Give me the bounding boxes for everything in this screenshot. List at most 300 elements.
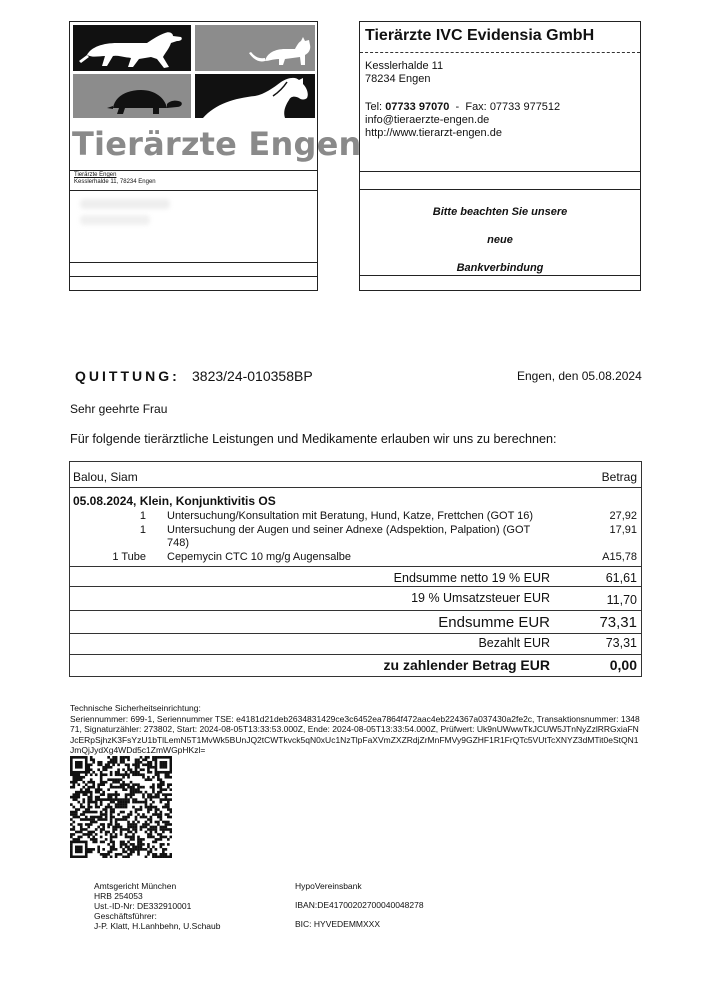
item-desc: Cepemycin CTC 10 mg/g Augensalbe: [167, 551, 352, 563]
qr-module: [85, 811, 88, 814]
qr-module: [140, 786, 143, 789]
qr-module: [140, 826, 143, 829]
qr-module: [160, 826, 163, 829]
qr-module: [105, 856, 108, 858]
qr-module: [105, 818, 108, 821]
qr-module: [105, 768, 108, 771]
footer-legal: [94, 881, 220, 931]
qr-module: [75, 813, 78, 816]
qr-module: [170, 768, 172, 771]
qr-module: [92, 801, 95, 804]
qr-module: [170, 828, 172, 831]
qr-module: [75, 851, 78, 854]
qr-module: [72, 833, 75, 836]
qr-module: [115, 833, 118, 836]
qr-module: [122, 758, 125, 761]
qr-module: [117, 763, 120, 766]
qr-module: [107, 766, 110, 769]
recipient-address-line: [69, 263, 318, 277]
qr-module: [160, 761, 163, 764]
qr-module: [92, 783, 95, 786]
qr-module: [137, 853, 140, 856]
qr-module: [127, 793, 130, 796]
qr-module: [165, 788, 168, 791]
qr-module: [157, 821, 160, 824]
qr-module: [75, 816, 78, 819]
qr-module: [92, 781, 95, 784]
qr-module: [77, 776, 80, 779]
qr-module: [167, 786, 170, 789]
qr-module: [107, 853, 110, 856]
qr-module: [85, 833, 88, 836]
qr-module: [147, 823, 150, 826]
net-total-value: 61,61: [605, 571, 637, 585]
qr-module: [85, 766, 88, 769]
qr-module: [70, 781, 73, 784]
qr-module: [135, 763, 138, 766]
qr-module: [167, 843, 170, 846]
qr-module: [127, 776, 130, 779]
qr-module: [130, 796, 133, 799]
qr-module: [152, 788, 155, 791]
qr-module: [80, 763, 83, 766]
qr-module: [157, 823, 160, 826]
qr-module: [75, 756, 78, 759]
company-website: http://www.tierarzt-engen.de: [365, 127, 502, 139]
qr-module: [77, 851, 80, 854]
qr-module: [157, 791, 160, 794]
qr-module: [162, 843, 165, 846]
qr-module: [142, 848, 145, 851]
qr-module: [97, 816, 100, 819]
qr-module: [110, 793, 113, 796]
qr-module: [95, 798, 98, 801]
qr-module: [72, 813, 75, 816]
qr-module: [110, 758, 113, 761]
qr-module: [77, 773, 80, 776]
qr-module: [170, 756, 172, 759]
qr-module: [130, 786, 133, 789]
qr-module: [97, 786, 100, 789]
qr-module: [142, 813, 145, 816]
qr-module: [137, 851, 140, 854]
qr-module: [97, 761, 100, 764]
qr-module: [122, 798, 125, 801]
qr-module: [160, 816, 163, 819]
qr-module: [120, 811, 123, 814]
qr-module: [95, 821, 98, 824]
qr-module: [107, 826, 110, 829]
qr-module: [110, 841, 113, 844]
qr-module: [147, 761, 150, 764]
qr-module: [157, 833, 160, 836]
qr-module: [150, 771, 153, 774]
qr-module: [152, 783, 155, 786]
qr-module: [132, 828, 135, 831]
qr-module: [122, 818, 125, 821]
qr-module: [77, 848, 80, 851]
qr-module: [117, 781, 120, 784]
qr-module: [162, 853, 165, 856]
qr-module: [87, 833, 90, 836]
qr-module: [80, 806, 83, 809]
qr-module: [100, 781, 103, 784]
qr-module: [120, 818, 123, 821]
qr-module: [170, 758, 172, 761]
qr-module: [165, 856, 168, 858]
qr-module: [87, 823, 90, 826]
qr-module: [75, 778, 78, 781]
qr-module: [160, 786, 163, 789]
qr-module: [70, 851, 73, 854]
item-amount: 17,91: [609, 524, 637, 536]
qr-module: [70, 786, 73, 789]
qr-module: [150, 826, 153, 829]
qr-module: [105, 763, 108, 766]
paid-value: 73,31: [605, 636, 637, 650]
qr-module: [170, 766, 172, 769]
patient-name: Balou, Siam: [73, 470, 138, 484]
qr-module: [72, 786, 75, 789]
qr-module: [140, 756, 143, 759]
divider: [70, 487, 641, 488]
qr-module: [140, 791, 143, 794]
qr-module: [100, 836, 103, 839]
qr-module: [132, 806, 135, 809]
qr-module: [150, 798, 153, 801]
qr-module: [110, 811, 113, 814]
qr-module: [115, 761, 118, 764]
qr-module: [137, 763, 140, 766]
qr-module: [135, 846, 138, 849]
qr-module: [127, 828, 130, 831]
qr-module: [162, 831, 165, 834]
qr-module: [132, 836, 135, 839]
qr-module: [167, 803, 170, 806]
qr-module: [100, 853, 103, 856]
qr-module: [112, 836, 115, 839]
qr-module: [135, 816, 138, 819]
qr-module: [102, 823, 105, 826]
qr-module: [162, 851, 165, 854]
qr-module: [157, 786, 160, 789]
qr-module: [162, 821, 165, 824]
qr-module: [122, 801, 125, 804]
qr-module: [160, 846, 163, 849]
qr-module: [85, 791, 88, 794]
qr-module: [167, 821, 170, 824]
qr-module: [110, 821, 113, 824]
qr-module: [162, 828, 165, 831]
qr-module: [75, 763, 78, 766]
qr-module: [77, 763, 80, 766]
qr-module: [95, 816, 98, 819]
qr-module: [135, 801, 138, 804]
item-amount: 27,92: [609, 510, 637, 522]
qr-module: [142, 838, 145, 841]
qr-module: [127, 848, 130, 851]
qr-module: [90, 823, 93, 826]
qr-module: [72, 838, 75, 841]
qr-module: [170, 788, 172, 791]
qr-module: [147, 851, 150, 854]
qr-module: [120, 758, 123, 761]
bank-notice-line-2: neue: [487, 234, 513, 246]
qr-module: [70, 846, 73, 849]
qr-module: [85, 818, 88, 821]
qr-module: [157, 796, 160, 799]
qr-module: [75, 791, 78, 794]
qr-module: [77, 831, 80, 834]
qr-module: [122, 841, 125, 844]
qr-module: [137, 813, 140, 816]
item-amount: A15,78: [602, 551, 637, 563]
qr-module: [87, 808, 90, 811]
amount-due-label: zu zahlender Betrag EUR: [383, 657, 550, 673]
item-qty: 1: [139, 510, 146, 522]
qr-module: [95, 811, 98, 814]
qr-module: [160, 801, 163, 804]
divider: [70, 610, 641, 611]
qr-module: [100, 773, 103, 776]
qr-module: [165, 766, 168, 769]
qr-module: [100, 813, 103, 816]
qr-module: [127, 853, 130, 856]
qr-module: [90, 793, 93, 796]
qr-module: [102, 783, 105, 786]
qr-module: [140, 806, 143, 809]
qr-module: [160, 783, 163, 786]
qr-module: [170, 761, 172, 764]
qr-module: [135, 791, 138, 794]
redacted-recipient-street: [80, 215, 150, 225]
qr-module: [87, 771, 90, 774]
qr-module: [167, 838, 170, 841]
qr-module: [130, 813, 133, 816]
qr-module: [130, 853, 133, 856]
qr-module: [100, 793, 103, 796]
receipt-number: 3823/24-010358BP: [192, 368, 313, 384]
qr-module: [92, 836, 95, 839]
qr-module: [147, 808, 150, 811]
qr-module: [117, 806, 120, 809]
qr-module: [145, 816, 148, 819]
qr-module: [87, 788, 90, 791]
qr-module: [87, 798, 90, 801]
qr-module: [100, 776, 103, 779]
qr-module: [80, 761, 83, 764]
managing-directors: J-P. Klatt, H.Lanhbehn, U.Schaub: [94, 921, 221, 931]
qr-module: [95, 791, 98, 794]
qr-module: [127, 823, 130, 826]
qr-module: [160, 853, 163, 856]
qr-module: [77, 801, 80, 804]
qr-module: [130, 838, 133, 841]
qr-module: [170, 823, 172, 826]
qr-module: [157, 776, 160, 779]
qr-module: [72, 856, 75, 858]
treatment-heading: 05.08.2024, Klein, Konjunktivitis OS: [73, 494, 276, 508]
qr-module: [132, 838, 135, 841]
qr-module: [102, 793, 105, 796]
qr-module: [140, 838, 143, 841]
qr-module: [147, 793, 150, 796]
qr-module: [75, 841, 78, 844]
qr-module: [157, 778, 160, 781]
qr-module: [165, 756, 168, 759]
qr-module: [152, 806, 155, 809]
qr-module: [112, 843, 115, 846]
qr-module: [122, 761, 125, 764]
qr-module: [152, 796, 155, 799]
qr-module: [92, 821, 95, 824]
qr-module: [165, 821, 168, 824]
qr-module: [115, 756, 118, 759]
qr-module: [90, 833, 93, 836]
qr-module: [167, 828, 170, 831]
qr-module: [85, 808, 88, 811]
qr-module: [102, 818, 105, 821]
qr-module: [147, 811, 150, 814]
tse-data: Seriennummer: 699-1, Seriennummer TSE: e4181d21deb2634831429ce3c6452ea7864f472aac4eb224367a037430a2fe2c, Transaktionsnummer: 134871, Signaturzähler: 273802, Start: 2024-08-05T13:33:53.000Z, Ende: 2024-08-05T13:33:54.000Z, Prüfwert: Uk9nUWwwTkJCUW5JTnNyZzlRRGxiaFNJcERpSjhzK3FsYzU1bTlLemN5T1MvWk5BUnJQ2tCWTkvck5qN0xUc1NzTlpFaXVmZXZRdjZrMnFMVy9GZHF1R1FrQTc5VUtTcXNYZ3dMTit0eStQN1JmQjJydXg4WDd5c1ZmWGpHKzl=: [70, 713, 640, 755]
qr-module: [155, 856, 158, 858]
qr-module: [122, 773, 125, 776]
qr-module: [70, 841, 73, 844]
qr-module: [160, 778, 163, 781]
qr-module: [127, 763, 130, 766]
qr-module: [95, 801, 98, 804]
qr-module: [77, 823, 80, 826]
qr-module: [80, 828, 83, 831]
qr-module: [70, 836, 73, 839]
qr-module: [87, 766, 90, 769]
qr-module: [137, 773, 140, 776]
qr-module: [117, 801, 120, 804]
qr-module: [82, 813, 85, 816]
receipt-label: QUITTUNG:: [75, 368, 180, 384]
qr-module: [150, 836, 153, 839]
qr-module: [85, 851, 88, 854]
qr-module: [75, 831, 78, 834]
tel-number: 07733 97070: [385, 101, 450, 113]
qr-module: [70, 771, 73, 774]
qr-module: [107, 778, 110, 781]
qr-module: [157, 783, 160, 786]
qr-module: [135, 798, 138, 801]
qr-module: [117, 813, 120, 816]
qr-module: [112, 841, 115, 844]
qr-module: [115, 758, 118, 761]
qr-module: [167, 793, 170, 796]
qr-module: [127, 831, 130, 834]
qr-module: [135, 788, 138, 791]
qr-module: [127, 773, 130, 776]
qr-module: [137, 801, 140, 804]
qr-module: [100, 798, 103, 801]
qr-module: [110, 801, 113, 804]
qr-module: [122, 781, 125, 784]
qr-module: [102, 841, 105, 844]
qr-module: [97, 763, 100, 766]
bic: BIC: HYVEDEMMXXX: [295, 919, 381, 929]
qr-module: [145, 758, 148, 761]
qr-module: [85, 828, 88, 831]
qr-module: [120, 798, 123, 801]
qr-module: [155, 831, 158, 834]
court: Amtsgericht München: [94, 881, 177, 891]
qr-module: [162, 756, 165, 759]
vat-id: Ust.-ID-Nr: DE332910001: [94, 901, 192, 911]
qr-module: [92, 838, 95, 841]
qr-module: [107, 761, 110, 764]
qr-module: [150, 786, 153, 789]
qr-module: [130, 811, 133, 814]
qr-module: [152, 801, 155, 804]
qr-module: [150, 851, 153, 854]
qr-module: [95, 803, 98, 806]
qr-module: [155, 838, 158, 841]
qr-module: [72, 771, 75, 774]
qr-module: [85, 773, 88, 776]
qr-module: [87, 811, 90, 814]
qr-module: [82, 801, 85, 804]
qr-module: [150, 806, 153, 809]
qr-module: [110, 836, 113, 839]
qr-module: [122, 848, 125, 851]
qr-module: [170, 783, 172, 786]
qr-module: [162, 783, 165, 786]
qr-module: [110, 818, 113, 821]
qr-module: [127, 816, 130, 819]
qr-module: [162, 766, 165, 769]
qr-module: [125, 793, 128, 796]
qr-module: [87, 818, 90, 821]
sender-address: Kesslerhalde 11, 78234 Engen: [74, 179, 156, 185]
qr-module: [140, 846, 143, 849]
amount-due-value: 0,00: [609, 657, 637, 673]
qr-module: [155, 796, 158, 799]
qr-module: [130, 823, 133, 826]
qr-module: [137, 761, 140, 764]
divider: [70, 633, 641, 634]
qr-module: [125, 836, 128, 839]
qr-module: [115, 791, 118, 794]
qr-module: [117, 803, 120, 806]
qr-module: [120, 853, 123, 856]
qr-module: [112, 786, 115, 789]
qr-module: [100, 763, 103, 766]
qr-module: [140, 841, 143, 844]
qr-module: [112, 848, 115, 851]
qr-module: [102, 828, 105, 831]
qr-module: [120, 801, 123, 804]
qr-module: [165, 803, 168, 806]
qr-module: [142, 758, 145, 761]
logo-text: Tierärzte Engen: [72, 125, 362, 163]
qr-module: [112, 846, 115, 849]
vat-value: 11,70: [606, 593, 637, 607]
qr-module: [105, 773, 108, 776]
qr-module: [72, 828, 75, 831]
qr-module: [102, 781, 105, 784]
qr-module: [152, 776, 155, 779]
qr-module: [127, 756, 130, 759]
company-info-box: [359, 21, 641, 291]
qr-module: [125, 783, 128, 786]
qr-module: [162, 806, 165, 809]
qr-module: [170, 831, 172, 834]
qr-module: [97, 788, 100, 791]
